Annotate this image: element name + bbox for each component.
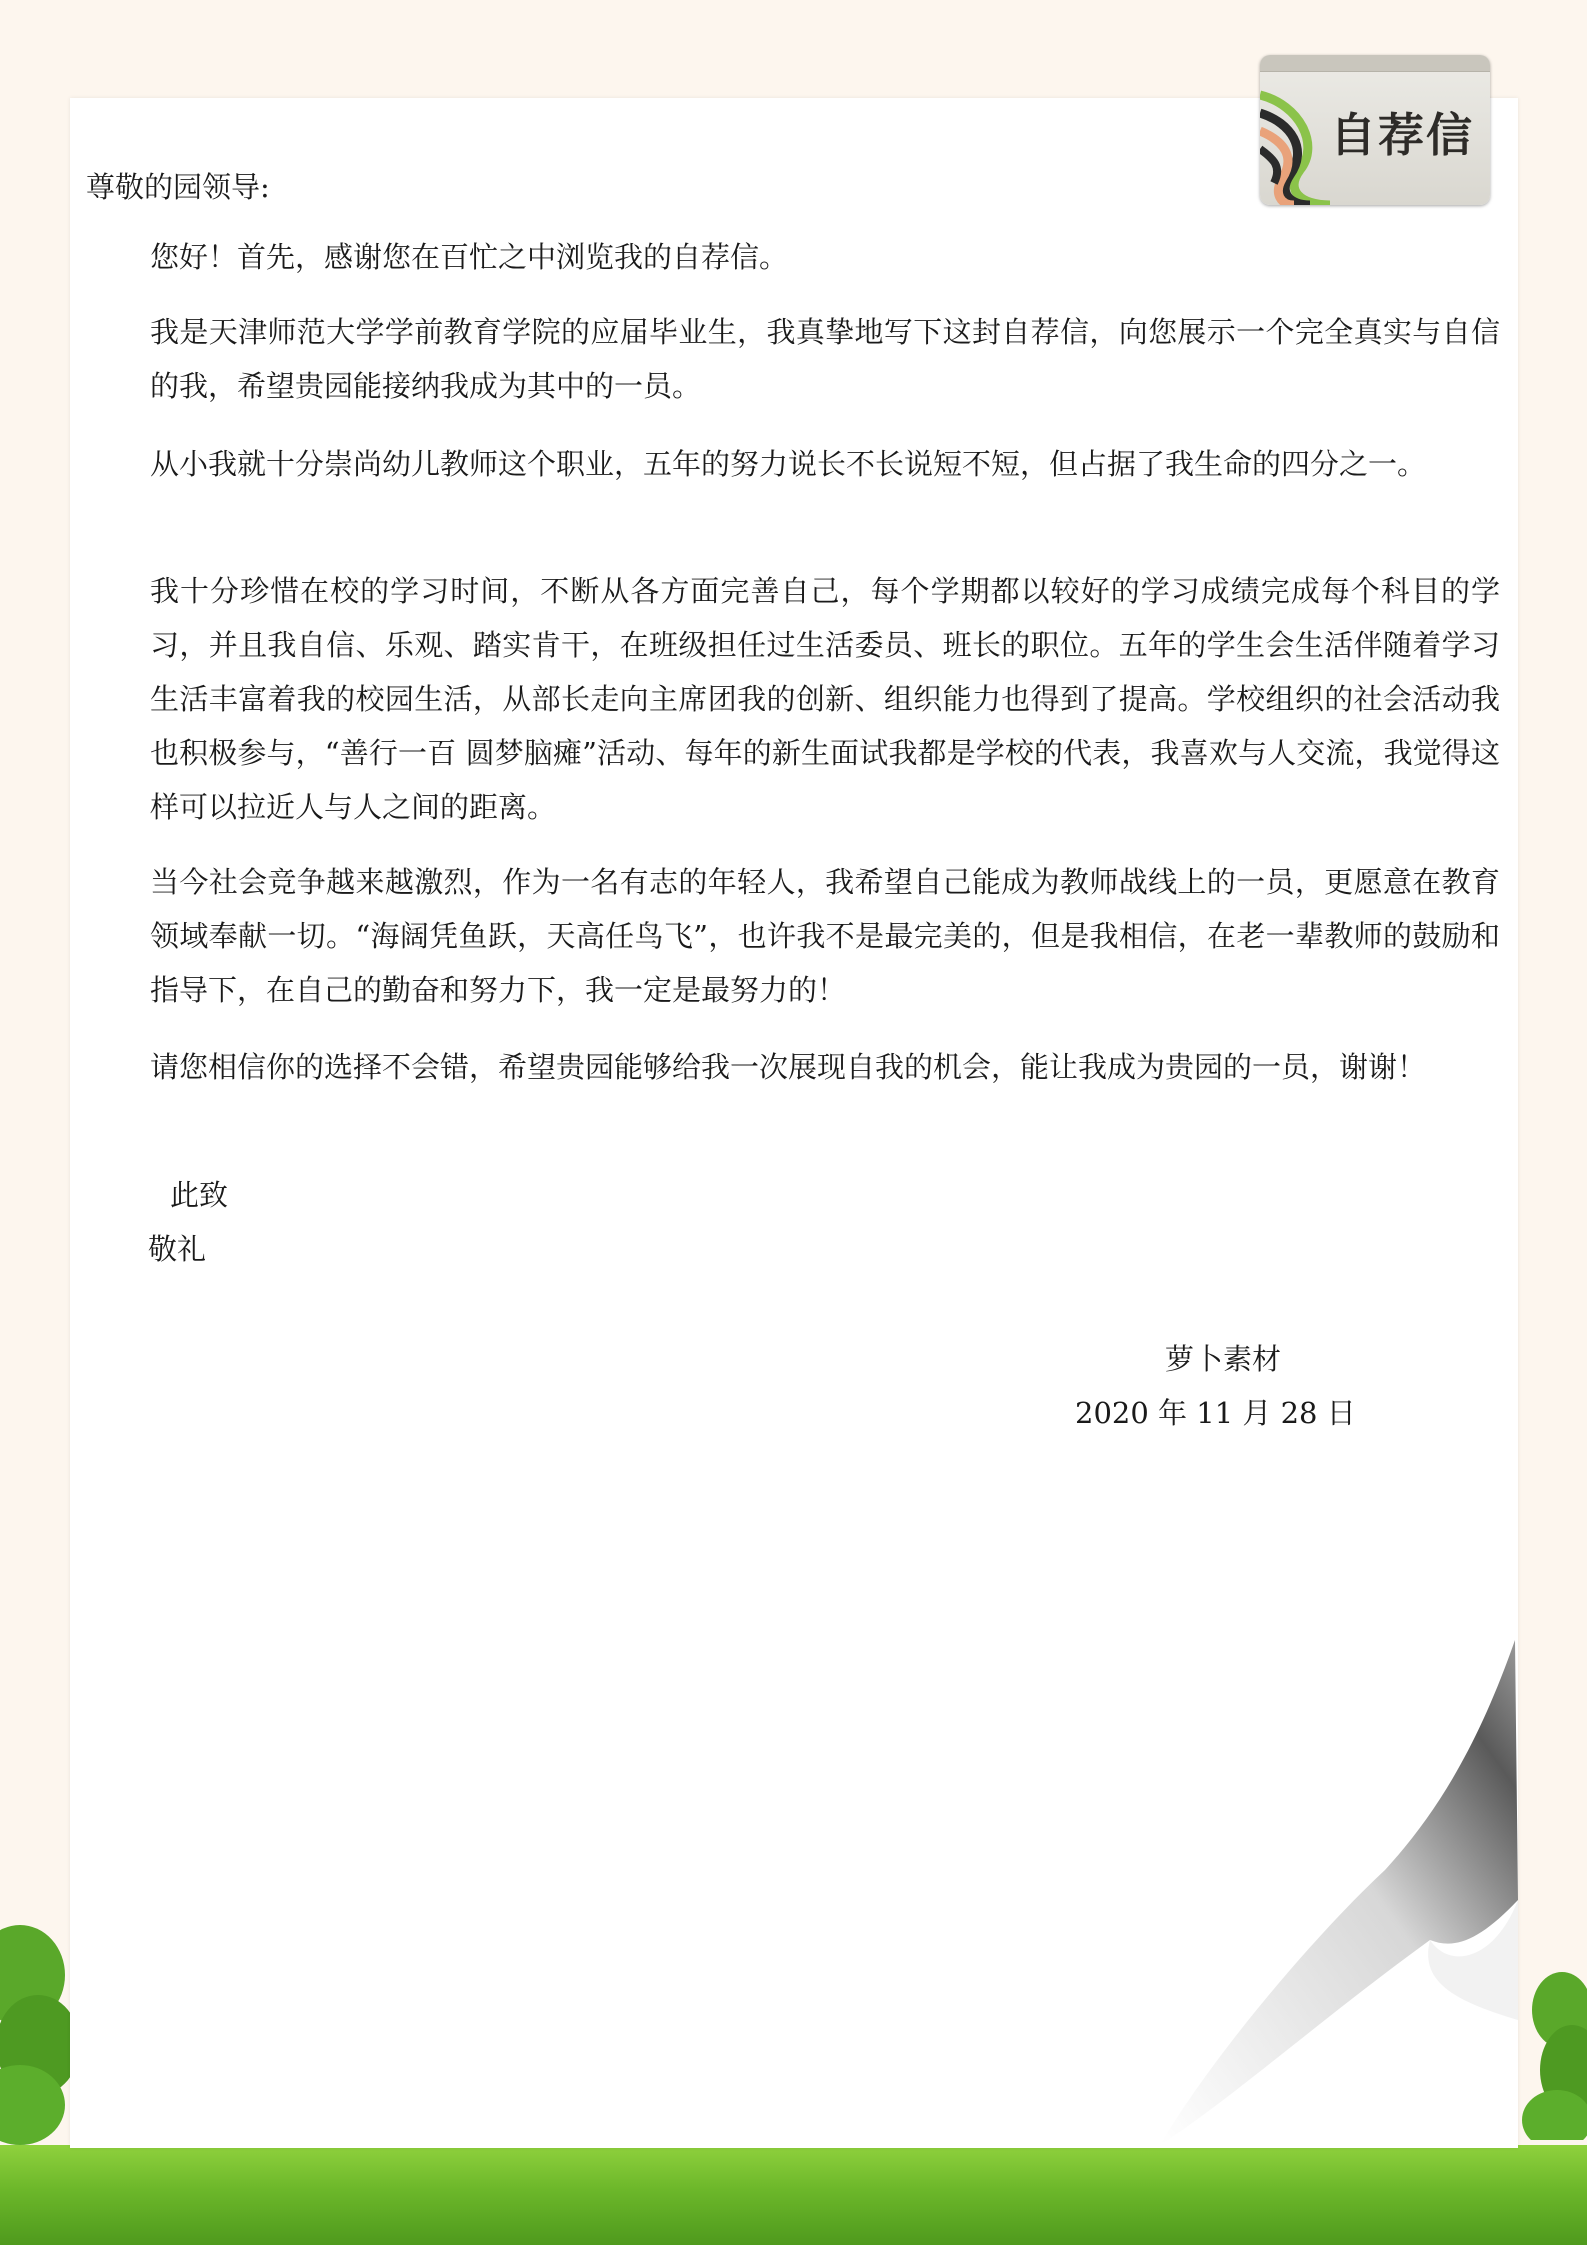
paragraph-3 (150, 437, 1500, 491)
page-curl-icon (1150, 1640, 1520, 2150)
paragraph-text: 请您相信你的选择不会错，希望贵园能够给我一次展现自我的机会，能让我成为贵园的一员，谢谢！ (150, 1050, 1427, 1084)
salutation: 尊敬的园领导: (86, 170, 270, 204)
paragraph-text: 我是天津师范大学学前教育学院的应届毕业生，我真挚地写下这封自荐信，向您展示一个完全真实与自信的我，希望贵园能接纳我成为其中的一员。 (150, 315, 1500, 403)
signature-name: 萝卜素材 (1165, 1342, 1282, 1376)
paragraph-text: 当今社会竞争越来越激烈，作为一名有志的年轻人，我希望自己能成为教师战线上的一员，更愿意在教育领域奉献一切。“海阔凭鱼跃，天高任鸟飞”，也许我不是最完美的，但是我相信，在老一辈教师的鼓励和指导下，在自己的勤奋和努力下，我一定是最努力的！ (150, 865, 1500, 1007)
bush-icon (1517, 1960, 1587, 2140)
paragraph-5 (150, 855, 1500, 1017)
closing-line-2: 敬礼 (148, 1232, 207, 1266)
paragraph-6 (150, 1040, 1500, 1094)
tag-title: 自荐信 (1330, 108, 1474, 162)
paragraph-4 (150, 564, 1500, 834)
paragraph-2 (150, 305, 1500, 413)
paragraph-1 (150, 230, 1500, 284)
closing-line-1: 此致 (170, 1178, 229, 1212)
paragraph-text: 从小我就十分崇尚幼儿教师这个职业，五年的努力说长不长说短不短，但占据了我生命的四分之一。 (150, 447, 1427, 481)
bush-icon (0, 1905, 80, 2145)
letter-tag (1260, 55, 1490, 205)
signature-date: 2020 年 11 月 28 日 (1075, 1396, 1356, 1430)
paragraph-text: 您好！首先，感谢您在百忙之中浏览我的自荐信。 (150, 240, 789, 274)
grass-strip (0, 2145, 1587, 2245)
paragraph-text: 我十分珍惜在校的学习时间，不断从各方面完善自己，每个学期都以较好的学习成绩完成每个科目的学习，并且我自信、乐观、踏实肯干，在班级担任过生活委员、班长的职位。五年的学生会生活伴随着学习生活丰富着我的校园生活，从部长走向主席团我的创新、组织能力也得到了提高。学校组织的社会活动我也积极参与，“善行一百 圆梦脑瘫”活动、每年的新生面试我都是学校的代表，我喜欢与人交流，我觉得这样可以拉近人与人之间的距离。 (150, 574, 1500, 824)
